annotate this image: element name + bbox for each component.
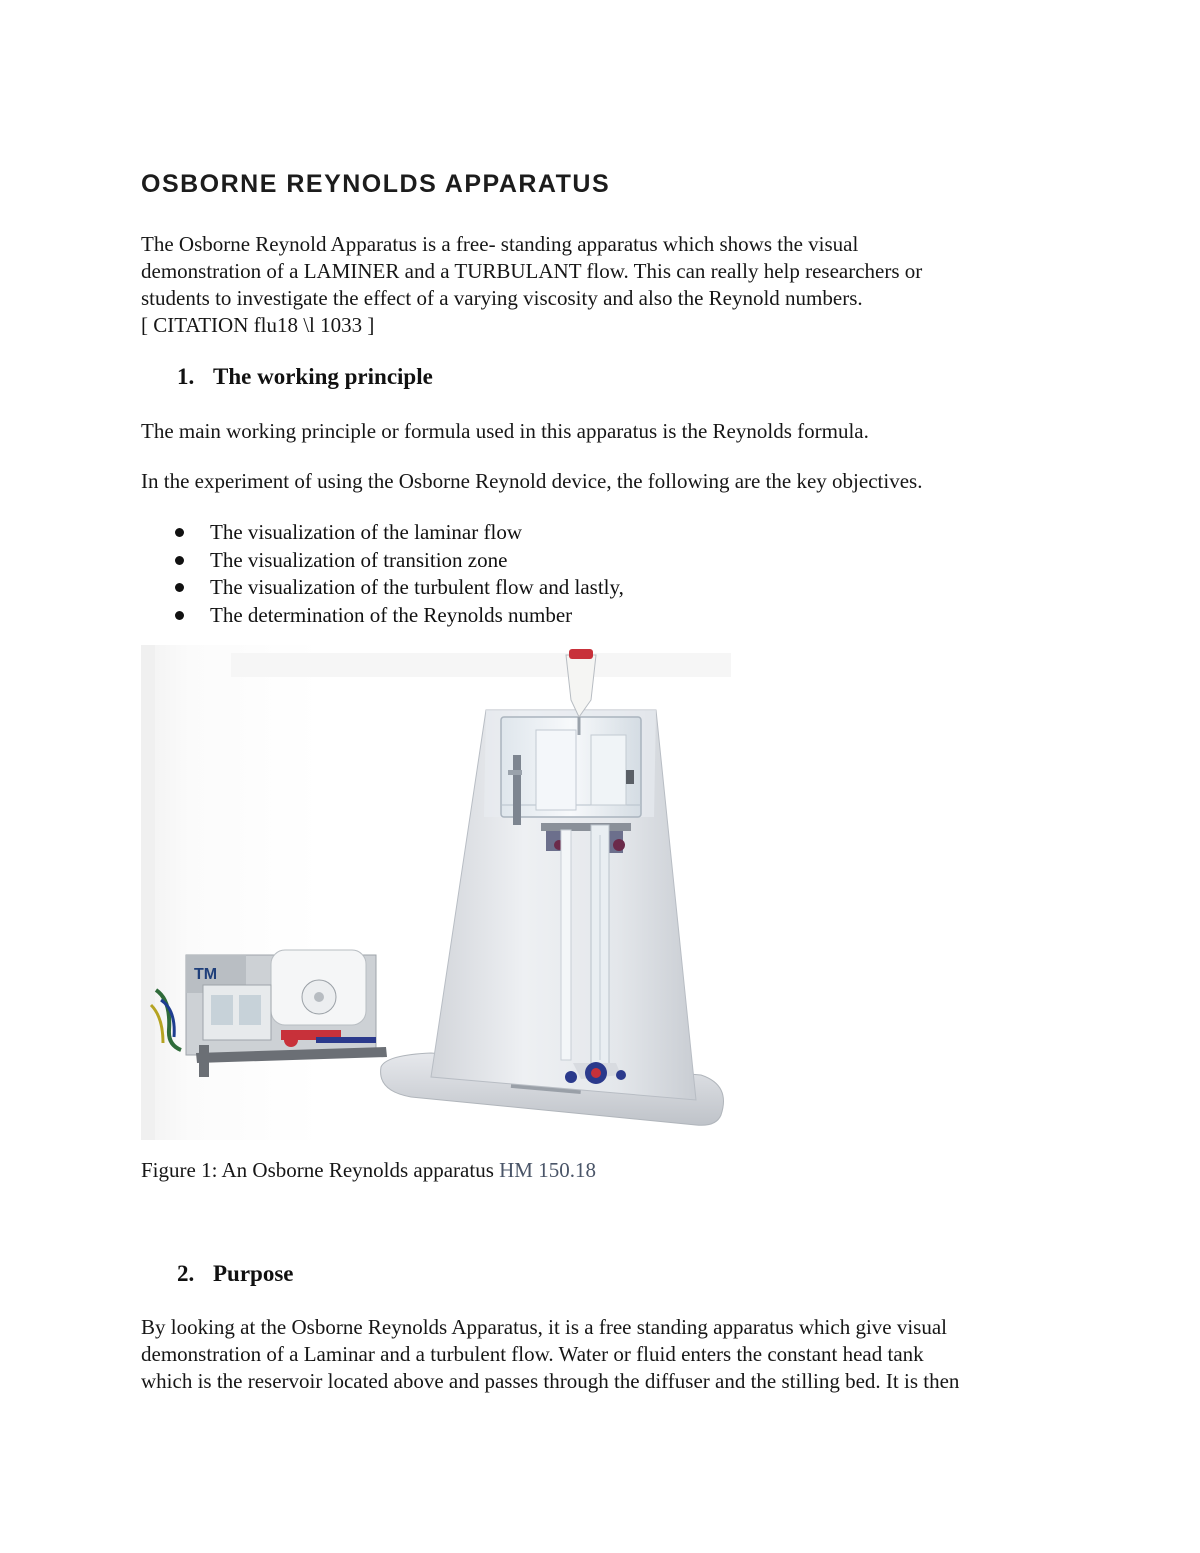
section-heading-purpose [177,1261,294,1287]
purpose-paragraph [141,1314,1071,1395]
purpose-line: which is the reservoir located above and passes through the diffuser and the stilling bed. It is then [141,1369,960,1393]
panel-brand-logo: TM [194,966,218,983]
section-title: The working principle [213,364,433,389]
objectives-list [172,519,624,629]
intro-line: demonstration of a LAMINER and a TURBULANT flow. This can really help researchers or [141,259,923,283]
list-item [172,574,624,602]
purpose-line: By looking at the Osborne Reynolds Apparatus, it is a free standing apparatus which give visual [141,1315,948,1339]
objectives-intro-paragraph: In the experiment of using the Osborne Reynold device, the following are the key objectives. [141,469,923,493]
document-title: OSBORNE REYNOLDS APPARATUS [141,170,611,198]
bullet-icon [175,583,184,592]
model-number: HM 150.18 [499,1158,596,1182]
working-principle-paragraph: The main working principle or formula used in this apparatus is the Reynolds formula. [141,419,869,443]
bullet-icon [175,611,184,620]
list-item-text: The visualization of transition zone [210,547,508,572]
list-item-text: The visualization of the turbulent flow and lastly, [210,575,624,599]
list-item [172,547,624,575]
purpose-line: demonstration of a Laminar and a turbulent flow. Water or fluid enters the constant head tank [141,1342,924,1366]
intro-line: students to investigate the effect of a varying viscosity and also the Reynold numbers. [141,286,863,310]
bullet-icon [175,556,184,565]
list-item [172,602,624,630]
figure-caption [141,1158,596,1183]
bullet-icon [175,528,184,537]
intro-paragraph [141,231,1071,339]
section-heading-working-principle [177,364,433,390]
section-title: Purpose [213,1261,294,1286]
section-number: 1. [177,364,195,389]
apparatus-photo [141,645,741,1140]
caption-text: Figure 1: An Osborne Reynolds apparatus [141,1158,500,1182]
intro-line: The Osborne Reynold Apparatus is a free- standing apparatus which shows the visual [141,232,859,256]
list-item-text: The visualization of the laminar flow [210,520,522,544]
list-item-text: The determination of the Reynolds number [210,602,573,627]
citation-field: [ CITATION flu18 \l 1033 ] [141,313,375,337]
apparatus-figure [141,645,741,1140]
list-item [172,519,624,547]
section-number: 2. [177,1261,195,1286]
